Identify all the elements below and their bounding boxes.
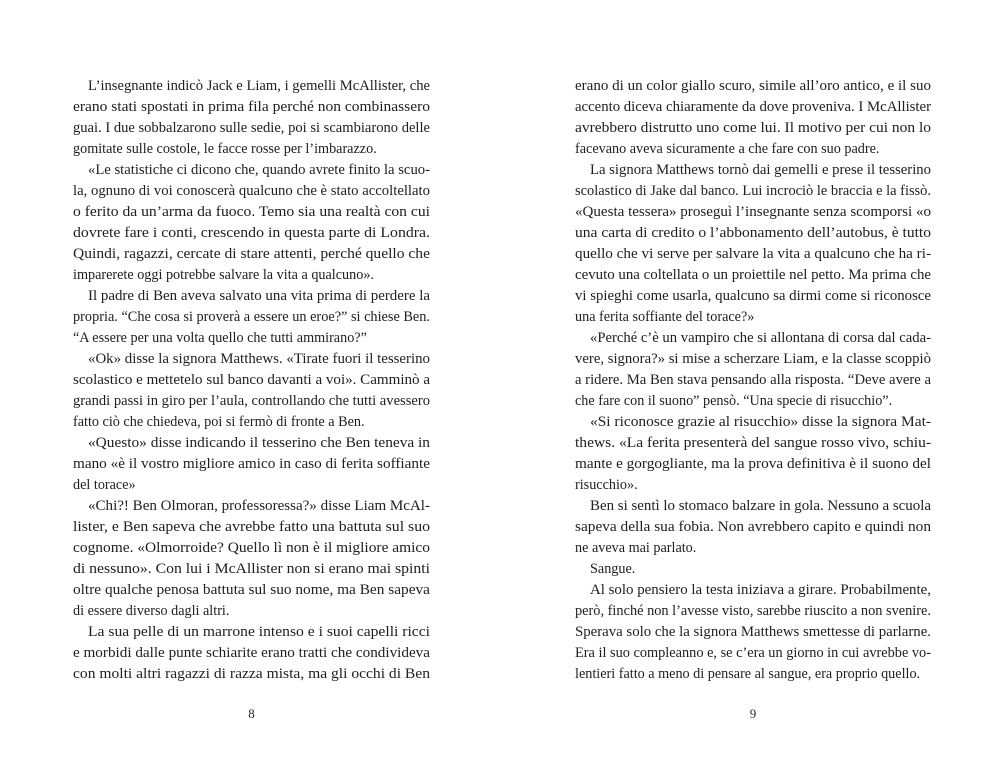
paragraph: [73, 349, 430, 433]
text-line-content: risucchio».: [575, 477, 638, 493]
text-line: [575, 307, 931, 328]
text-line: [73, 601, 430, 622]
paragraph: [575, 328, 931, 412]
paragraph: [575, 76, 931, 160]
text-line-content: L’insegnante indicò Jack e Liam, i gemelli McAllister, che: [88, 78, 430, 94]
text-line: [73, 412, 430, 433]
text-line-content: Al solo pensiero la testa iniziava a girare. Probabilmente,: [590, 582, 931, 598]
text-line-content: Sperava solo che la signora Matthews smettesse di parlarne.: [575, 624, 931, 640]
text-line: [73, 97, 430, 118]
text-line: [575, 664, 931, 685]
text-line-content: mano «è il vostro migliore amico in caso di ferita soffiante: [73, 456, 430, 472]
text-line: [73, 643, 430, 664]
text-line: [575, 538, 931, 559]
text-line: [73, 580, 430, 601]
text-line-content: una carta di credito o l’abbonamento dell’autobus, è tutto: [575, 225, 931, 241]
paragraph: [73, 160, 430, 286]
text-line-content: cevuto una coltellata o un proiettile nel petto. Ma prima che: [575, 267, 931, 283]
paragraph: [575, 580, 931, 685]
text-line: [73, 265, 430, 286]
text-line-content: una ferita soffiante del torace?»: [575, 309, 755, 325]
text-line: [575, 475, 931, 496]
text-line-content: Ben si sentì lo stomaco balzare in gola. Nessuno a scuola: [590, 498, 931, 514]
page-number-left: 8: [248, 706, 255, 721]
text-line-content: erano di un color giallo scuro, simile all’oro antico, e il suo: [575, 78, 931, 94]
text-line: [575, 139, 931, 160]
text-line: [575, 412, 931, 433]
text-line-content: imparerete oggi potrebbe salvare la vita a qualcuno».: [73, 267, 374, 283]
text-line: [73, 370, 430, 391]
paragraph: [73, 286, 430, 349]
text-line: [575, 223, 931, 244]
text-line: [575, 559, 931, 580]
text-line-content: a ridere. Ma Ben stava pensando alla risposta. “Deve avere a: [575, 372, 931, 388]
text-line: [575, 580, 931, 601]
text-line-content: la, ognuno di voi conoscerà qualcuno che è stato accoltellato: [73, 183, 430, 199]
text-line-content: guai. I due sobbalzarono sulle sedie, poi si scambiarono delle: [73, 120, 430, 136]
text-line-content: gomitate sulle costole, le facce rosse per l’imbarazzo.: [73, 141, 377, 157]
text-line: [73, 307, 430, 328]
text-line-content: «Questo» disse indicando il tesserino che Ben teneva in: [88, 435, 430, 451]
text-line-content: di nessuno». Con lui i McAllister non si erano mai spinti: [73, 561, 430, 577]
paragraph: [575, 559, 931, 580]
text-line-content: «Le statistiche ci dicono che, quando avrete finito la scuo-: [88, 162, 430, 178]
text-line-content: La signora Matthews tornò dai gemelli e prese il tesserino: [590, 162, 931, 178]
text-line: [575, 118, 931, 139]
page-left-text-column: [73, 76, 430, 685]
text-line-content: «Si riconosce grazie al risucchio» disse la signora Mat-: [590, 414, 931, 430]
text-line: [575, 349, 931, 370]
text-line: [73, 139, 430, 160]
text-line: [575, 286, 931, 307]
text-line: [575, 76, 931, 97]
text-line-content: però, finché non l’avesse visto, sarebbe riuscito a non svenire.: [575, 603, 931, 619]
text-line: [73, 538, 430, 559]
text-line: [73, 517, 430, 538]
text-line: [73, 76, 430, 97]
text-line-content: «Questa tessera» proseguì l’insegnante senza scomporsi «o: [575, 204, 931, 220]
text-line: [575, 202, 931, 223]
text-line: [73, 454, 430, 475]
text-line-content: thews. «La ferita presenterà del sangue rosso vivo, schiu-: [575, 435, 931, 451]
text-line: [575, 265, 931, 286]
text-line-content: «Ok» disse la signora Matthews. «Tirate fuori il tesserino: [88, 351, 430, 367]
text-line: [575, 643, 931, 664]
text-line-content: Sangue.: [590, 561, 636, 577]
text-line-content: scolastico di Jake dal banco. Lui incrociò le braccia e la fissò.: [575, 183, 931, 199]
text-line-content: di essere diverso dagli altri.: [73, 603, 230, 619]
text-line-content: con molti altri ragazzi di razza mista, ma gli occhi di Ben: [73, 666, 430, 682]
text-line-content: accento diceva chiaramente da dove proveniva. I McAllister: [575, 99, 931, 115]
text-line-content: lentieri fatto a meno di pensare al sangue, era proprio quello.: [575, 666, 921, 682]
text-line-content: ne aveva mai parlato.: [575, 540, 697, 556]
text-line: [575, 496, 931, 517]
text-line-content: Quindi, ragazzi, cercate di stare attenti, perché quello che: [73, 246, 430, 262]
text-line: [575, 244, 931, 265]
text-line-content: o ferito da un’arma da fuoco. Temo sia una realtà con cui: [73, 204, 430, 220]
text-line-content: sapeva della sua fobia. Non avrebbero capito e quindi non: [575, 519, 931, 535]
text-line-content: quello che vi serve per salvare la vita a qualcuno che ha ri-: [575, 246, 931, 262]
text-line: [73, 223, 430, 244]
text-line: [73, 475, 430, 496]
text-line: [575, 370, 931, 391]
text-line: [575, 622, 931, 643]
text-line-content: propria. “Che cosa si proverà a essere un eroe?” si chiese Ben.: [73, 309, 430, 325]
paragraph: [73, 433, 430, 496]
text-line-content: del torace»: [73, 477, 136, 493]
text-line-content: erano stati spostati in prima fila perché non combinassero: [73, 99, 430, 115]
text-line: [73, 244, 430, 265]
text-line: [575, 160, 931, 181]
text-line: [575, 433, 931, 454]
text-line: [73, 391, 430, 412]
text-line: [575, 328, 931, 349]
text-line: [73, 181, 430, 202]
text-line: [575, 454, 931, 475]
text-line-content: «Perché c’è un vampiro che si allontana di corsa dal cada-: [590, 330, 931, 346]
text-line-content: oltre qualche penosa battuta sul suo nome, ma Ben sapeva: [73, 582, 431, 598]
text-line: [73, 496, 430, 517]
text-line-content: dovrete fare i conti, crescendo in questa parte di Londra.: [73, 225, 430, 241]
text-line: [575, 391, 931, 412]
text-line: [73, 622, 430, 643]
text-line-content: mante e gorgogliante, ma la prova definitiva è il suono del: [575, 456, 931, 472]
text-line-content: Era il suo compleanno e, se c’era un giorno in cui avrebbe vo-: [575, 645, 931, 661]
text-line: [575, 601, 931, 622]
paragraph: [575, 496, 931, 559]
text-line-content: vi spieghi come usarla, qualcuno sa dirmi come si riconosce: [575, 288, 931, 304]
text-line-content: e morbidi dalle punte schiarite erano tratti che condivideva: [73, 645, 430, 661]
text-line-content: avrebbero distrutto uno come lui. Il motivo per cui non lo: [575, 120, 931, 136]
text-line: [73, 118, 430, 139]
text-line-content: facevano aveva sicuramente a che fare con suo padre.: [575, 141, 880, 157]
paragraph: [73, 76, 430, 160]
text-line-content: vere, signora?» si mise a scherzare Liam, e la classe scoppiò: [575, 351, 931, 367]
paragraph: [73, 496, 430, 622]
text-line-content: Il padre di Ben aveva salvato una vita prima di perdere la: [88, 288, 430, 304]
text-line-content: che fare con il suono” pensò. “Una specie di risucchio”.: [575, 393, 893, 409]
text-line-content: lister, e Ben sapeva che avrebbe fatto una battuta sul suo: [73, 519, 430, 535]
text-line-content: «Chi?! Ben Olmoran, professoressa?» disse Liam McAl-: [88, 498, 430, 514]
text-line: [73, 664, 430, 685]
text-line: [73, 286, 430, 307]
text-line-content: La sua pelle di un marrone intenso e i suoi capelli ricci: [88, 624, 430, 640]
text-line-content: cognome. «Olmorroide? Quello lì non è il migliore amico: [73, 540, 431, 556]
text-line: [73, 202, 430, 223]
page-number-right: 9: [749, 706, 757, 721]
page-right-text-column: [575, 76, 931, 685]
text-line-content: “A essere per una volta quello che tutti ammirano?”: [73, 330, 367, 346]
text-line: [73, 328, 430, 349]
text-line: [73, 160, 430, 181]
text-line: [73, 349, 430, 370]
paragraph: [73, 622, 430, 685]
text-line: [73, 559, 430, 580]
text-line: [73, 433, 430, 454]
text-line: [575, 97, 931, 118]
text-line: [575, 517, 931, 538]
text-line: [575, 181, 931, 202]
text-line-content: scolastico e mettetelo sul banco davanti a voi». Camminò a: [73, 372, 430, 388]
text-line-content: fatto ciò che chiedeva, poi si fermò di fronte a Ben.: [73, 414, 365, 430]
paragraph: [575, 412, 931, 496]
paragraph: [575, 160, 931, 328]
text-line-content: grandi passi in giro per l’aula, controllando che tutti avessero: [73, 393, 430, 409]
